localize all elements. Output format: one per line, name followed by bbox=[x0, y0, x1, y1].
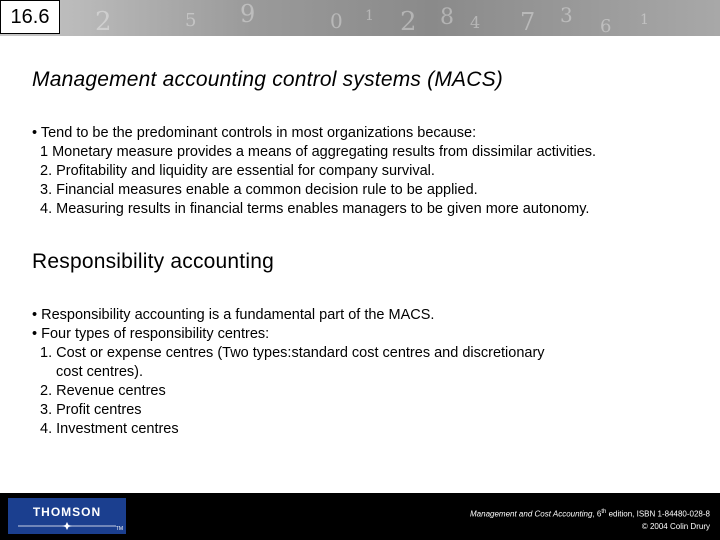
list-item: 1. Cost or expense centres (Two types:standard cost centres and discretionary bbox=[40, 345, 545, 361]
trademark-mark: TM bbox=[115, 526, 123, 532]
publisher-logo bbox=[8, 498, 126, 534]
list-item: 2. Profitability and liquidity are essential for company survival. bbox=[40, 163, 435, 179]
banner-digit: 3 bbox=[560, 3, 573, 27]
list-item: 4. Investment centres bbox=[40, 421, 179, 437]
banner-digit: 2 bbox=[400, 7, 417, 36]
bullet-item: • Four types of responsibility centres: bbox=[32, 326, 270, 342]
list-item: 3. Financial measures enable a common decision rule to be applied. bbox=[40, 182, 478, 198]
list-item: 1 Monetary measure provides a means of aggregating results from dissimilar activities. bbox=[40, 144, 597, 160]
list-item: 4. Measuring results in financial terms enables managers to be given more autonomy. bbox=[40, 201, 590, 217]
list-item: 3. Profit centres bbox=[40, 402, 142, 418]
banner-digit: 6 bbox=[600, 16, 612, 36]
banner-digit: 5 bbox=[185, 10, 197, 31]
banner-digit: 4 bbox=[470, 13, 481, 32]
section-title-macs: Management accounting control systems (MACS) bbox=[32, 68, 503, 91]
section-body-responsibility bbox=[32, 306, 545, 439]
bullet-item: • Responsibility accounting is a fundamental part of the MACS. bbox=[32, 307, 435, 323]
citation bbox=[470, 506, 710, 533]
header-banner bbox=[0, 0, 720, 36]
bullet-item: • Tend to be the predominant controls in most organizations because: bbox=[32, 125, 477, 141]
banner-digit: 7 bbox=[520, 8, 536, 36]
banner-digit: 8 bbox=[440, 5, 454, 30]
list-item: 2. Revenue centres bbox=[40, 383, 166, 399]
banner-digit: 0 bbox=[330, 9, 343, 33]
edition-isbn: edition, ISBN 1-84480-028-8 bbox=[606, 509, 710, 519]
list-item-continuation: cost centres). bbox=[56, 364, 144, 380]
copyright: © 2004 Colin Drury bbox=[641, 521, 710, 531]
publisher-logo-text: THOMSON bbox=[32, 505, 102, 519]
footer-bar bbox=[0, 493, 720, 540]
section-body-macs bbox=[32, 124, 596, 219]
logo-star-rule-icon bbox=[18, 522, 116, 530]
banner-digit: 1 bbox=[640, 12, 649, 28]
slide-number: 16.6 bbox=[0, 0, 60, 34]
banner-digit: 1 bbox=[365, 8, 374, 24]
citation-line-1 bbox=[470, 506, 710, 521]
book-title: Management and Cost Accounting bbox=[470, 509, 593, 519]
edition-suffix: th bbox=[601, 509, 607, 515]
edition-number: , 6 bbox=[592, 509, 602, 519]
section-title-responsibility: Responsibility accounting bbox=[32, 250, 274, 273]
banner-digit: 2 bbox=[95, 7, 112, 36]
banner-digits-decoration bbox=[0, 0, 720, 36]
banner-digit: 9 bbox=[240, 0, 256, 28]
